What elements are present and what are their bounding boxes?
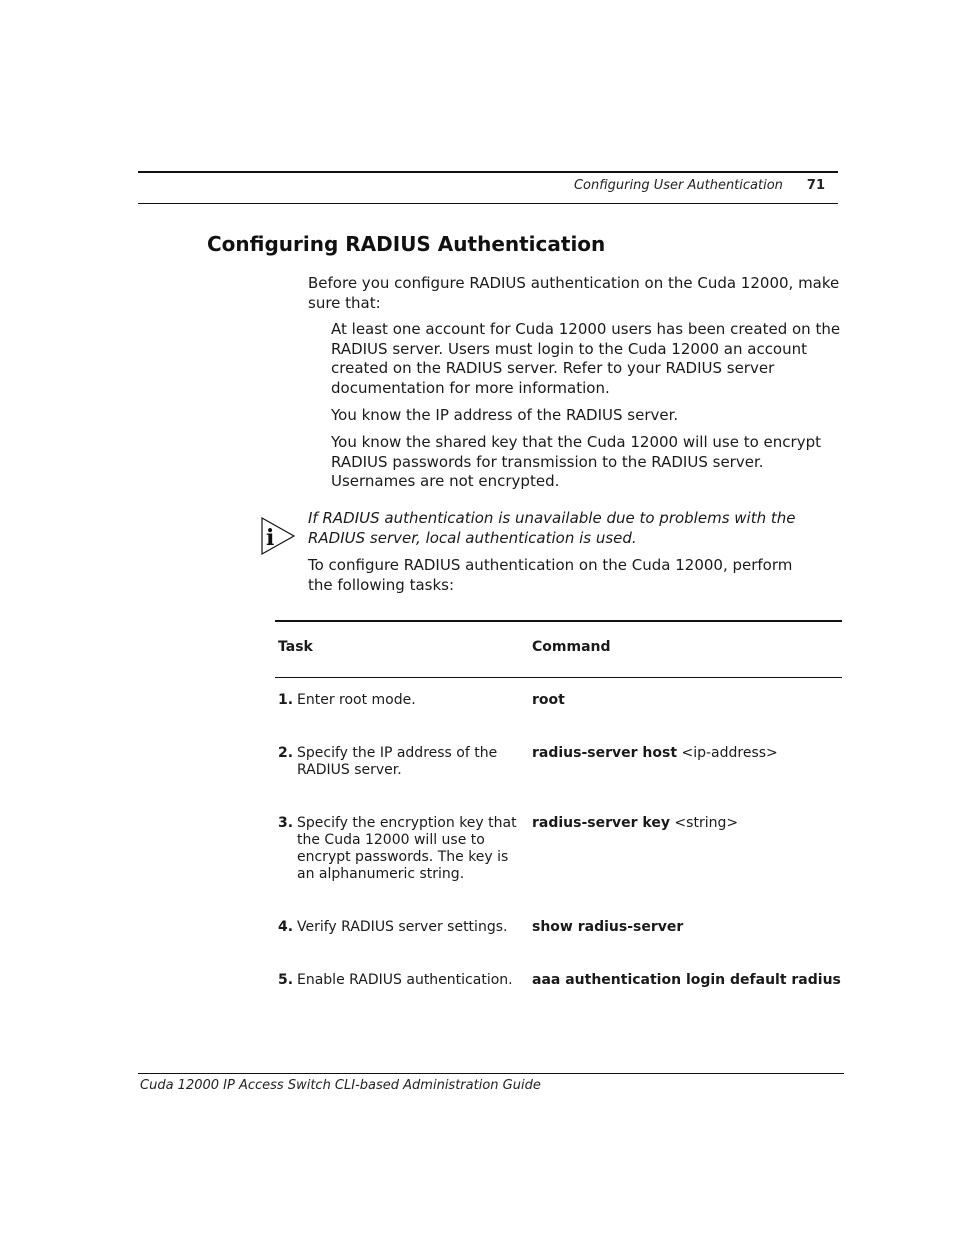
step-number: 1. (278, 692, 294, 708)
step-number: 4. (278, 919, 294, 935)
command-argument: <ip-address> (677, 745, 778, 761)
prerequisite-3: You know the shared key that the Cuda 12000 will use to encrypt RADIUS passwords for transmission to the RADIUS server. Usernames are not encrypted. (331, 433, 821, 490)
table-top-rule (275, 620, 842, 622)
table-header-rule (275, 677, 842, 678)
procedure-intro: To configure RADIUS authentication on the Cuda 12000, perform the following tasks: (308, 556, 793, 594)
svg-text:i: i (266, 525, 275, 551)
step-number: 5. (278, 972, 294, 988)
intro-paragraph: Before you configure RADIUS authentication on the Cuda 12000, make sure that: (308, 274, 840, 312)
command-keyword: radius-server key (532, 815, 670, 831)
command-keyword: show radius-server (532, 919, 684, 935)
task-text: Enter root mode. (297, 692, 416, 708)
table-header-task: Task (278, 639, 313, 655)
footer-text: Cuda 12000 IP Access Switch CLI-based Administration Guide (140, 1078, 541, 1093)
command-text (532, 815, 842, 832)
command-argument: <string> (669, 815, 739, 831)
command-text (532, 745, 842, 762)
task-text: Specify the IP address of the RADIUS server. (297, 745, 498, 778)
task-text: Specify the encryption key that the Cuda 12000 will use to encrypt passwords. The key is an alphanumeric string. (297, 815, 517, 882)
prerequisite-2: You know the IP address of the RADIUS server. (331, 406, 679, 424)
command-text (532, 972, 842, 989)
command-keyword: root (532, 692, 565, 708)
running-header (560, 178, 825, 193)
header-top-rule (138, 171, 838, 173)
running-header-section: Configuring User Authentication (573, 178, 783, 193)
prerequisite-1: At least one account for Cuda 12000 users has been created on the RADIUS server. Users must login to the Cuda 12000 an account created on the RADIUS server. Refer to your RADIUS server documentation for more information. (331, 320, 841, 397)
command-text (532, 919, 842, 936)
task-text: Enable RADIUS authentication. (297, 972, 513, 988)
step-number: 2. (278, 745, 294, 761)
info-note-icon (258, 514, 298, 558)
command-keyword: radius-server host (532, 745, 678, 761)
task-text: Verify RADIUS server settings. (297, 919, 508, 935)
note-text: If RADIUS authentication is unavailable due to problems with the RADIUS server, local authentication is used. (308, 509, 796, 547)
footer-rule (138, 1073, 844, 1074)
page-number: 71 (806, 178, 825, 193)
section-title: Configuring RADIUS Authentication (207, 232, 606, 256)
header-bottom-rule (138, 203, 838, 204)
step-number: 3. (278, 815, 294, 831)
command-text (532, 692, 842, 709)
table-header-command: Command (532, 639, 611, 655)
command-keyword: aaa authentication login default radius (532, 972, 841, 988)
